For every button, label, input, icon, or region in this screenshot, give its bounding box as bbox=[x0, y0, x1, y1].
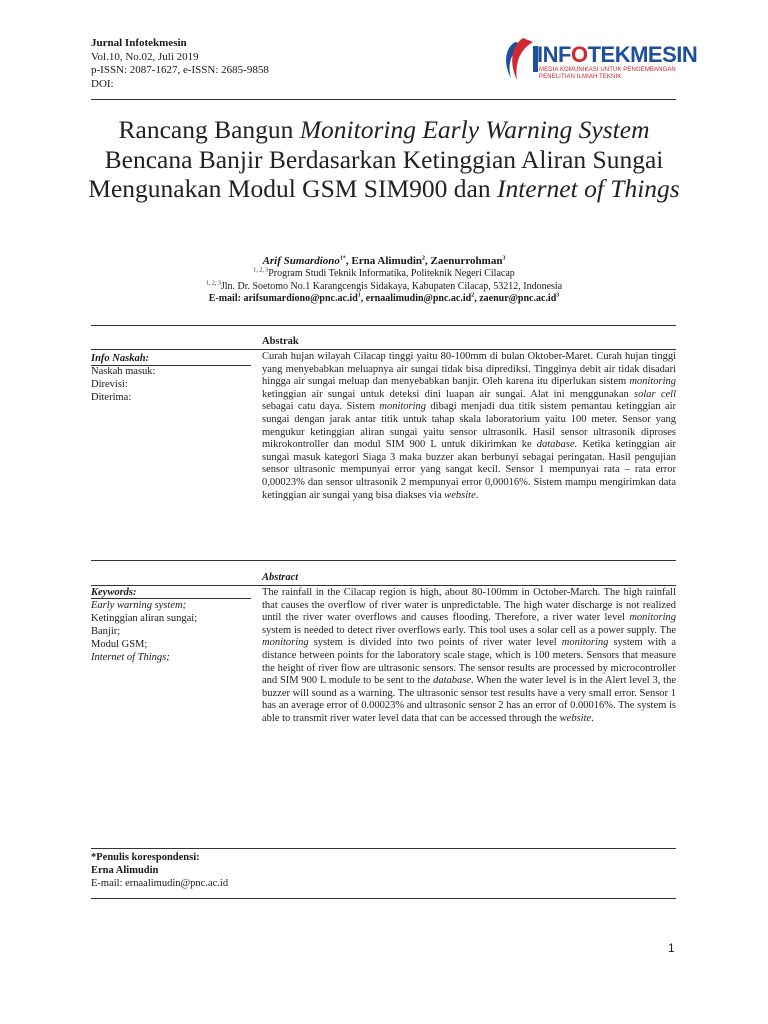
title-part-3: Bencana Banjir Berdasarkan Ketinggian Aliran Sungai Mengunakan Modul GSM SIM900 dan bbox=[88, 144, 664, 203]
affil-1: Program Studi Teknik Informatika, Politeknik Negeri Cilacap bbox=[268, 268, 515, 279]
info-diterima: Diterima: bbox=[91, 392, 132, 403]
keyword-4: Modul GSM; bbox=[91, 639, 148, 650]
email-3: zaenur@pnc.ac.id bbox=[479, 293, 557, 304]
author-3: Zaenurrohman bbox=[430, 255, 503, 267]
abstrak-t3: sebagai catu daya. Sistem bbox=[262, 401, 380, 413]
abstract-heading: Abstract bbox=[262, 572, 299, 583]
affil-2: Jln. Dr. Soetomo No.1 Karangcengis Sidakaya, Kabupaten Cilacap, 53212, Indonesia bbox=[220, 280, 563, 292]
info-head: Info Naskah: bbox=[91, 353, 150, 364]
keyword-5: Internet of Things; bbox=[91, 652, 170, 663]
logo-text-post: TEKMESIN bbox=[587, 42, 698, 67]
logo-text-pre: INF bbox=[537, 42, 571, 67]
email-label: E-mail: bbox=[208, 293, 244, 304]
email-3-sup: 3 bbox=[556, 292, 560, 299]
logo-text-o: O bbox=[570, 42, 588, 67]
paper-title bbox=[84, 115, 684, 204]
rule-abstrak-bottom bbox=[91, 560, 676, 561]
logo-tagline-2: PENELITIAN ILMIAH TEKNIK bbox=[539, 74, 622, 80]
abstract-i5: website bbox=[559, 712, 592, 724]
rule-corr-bottom bbox=[91, 898, 676, 899]
email-2-sup: 2 bbox=[471, 292, 475, 299]
rule-abstrak-top bbox=[91, 325, 676, 326]
abstract-i3: monitoring bbox=[561, 637, 609, 649]
rule-abstract-bottom bbox=[91, 848, 676, 849]
corr-head: *Penulis korespondensi: bbox=[91, 852, 200, 863]
affil-1-sup: 1, 2, 3 bbox=[253, 267, 269, 274]
corr-email: E-mail: ernaalimudin@pnc.ac.id bbox=[91, 878, 229, 889]
page-number: 1 bbox=[668, 941, 675, 955]
abstract-i4: database bbox=[433, 675, 472, 687]
abstrak-t4: dibagi menjadi dua titik sistem pemantau ketinggian air sungai dengan jarak antar titik untuk tahap skala laboratorium yaitu 100 meter. Sensor yang mengukur ketinggian aliran sungai yaitu sensor ultrasonik. Hasil sensor ultrasonik diproses mikrokontroller dan modul SIM 900 L untuk dikirimkan ke bbox=[262, 401, 676, 451]
abstrak-t6: . bbox=[475, 489, 479, 501]
abstract-t6: . bbox=[591, 712, 594, 724]
journal-volume: Vol.10, No.02, Juli 2019 bbox=[91, 50, 199, 63]
keyword-2: Ketinggian aliran sungai; bbox=[91, 613, 198, 624]
abstract-i1: monitoring bbox=[629, 612, 676, 624]
abstract-text bbox=[262, 587, 676, 726]
title-part-1: Rancang Bangun bbox=[118, 115, 300, 144]
keyword-1: Early warning system; bbox=[91, 600, 187, 611]
journal-doi: DOI: bbox=[91, 77, 114, 90]
email-1-sup: 1 bbox=[357, 292, 361, 299]
abstract-t1: The rainfall in the Cilacap region is high, about 80-100mm in October-March. The high rainfall that causes the overflow of river water is unpredictable. The high water discharge is not realized until the river water overflows and causes flooding. Therefore, a river water level bbox=[262, 587, 676, 624]
abstrak-t5: Ketika ketinggian air sungai masuk kategori Siaga 3 maka buzzer akan berbunyi sebagai peringatan. Hasil pengujian sensor ultrasonic mempunyai error yang sangat kecil. Sensor 1 mempunyai rata – rata error 0,00023% dan sensor ultrasonik 2 mempunyai error 0,00016%. Sistem mampu mengirimkan data ketinggian air sungai yang bisa diakses via bbox=[262, 439, 676, 501]
info-direvisi: Direvisi: bbox=[91, 379, 128, 390]
keywords-box bbox=[91, 586, 197, 664]
abstrak-t1: Curah hujan wilayah Cilacap tinggi yaitu 80-100mm di bulan Oktober-Maret. Curah hujan tinggi yang menyebabkan meluapnya air sungai tidak bisa diprediksi. Tingginya debit air tidak disadari hingga air sungai meluap dan menyebabkan banjir. Oleh karena itu diperlukan sistem bbox=[262, 351, 676, 388]
corresponding-author bbox=[91, 851, 228, 890]
author-1: Arif Sumardiono bbox=[262, 255, 340, 267]
header-rule bbox=[91, 99, 676, 100]
abstract-t3: system is divided into two points of river water level bbox=[308, 637, 562, 649]
abstrak-i5: website bbox=[444, 489, 476, 501]
abstrak-i3: monitoring bbox=[379, 401, 427, 413]
abstrak-text bbox=[262, 351, 676, 502]
abstrak-i4: database. bbox=[536, 439, 578, 451]
author-emails: E-mail: $arifsumardiono@pnc.ac.id^1$, $ernaalimudin@pnc.ac.id^2$, $zaenur@pnc.ac.id^3$ bbox=[208, 292, 560, 304]
email-1: arifsumardiono@pnc.ac.id bbox=[243, 293, 358, 304]
affil-2-sup: 1, 2, 3 bbox=[205, 280, 221, 287]
email-2: ernaalimudin@pnc.ac.id bbox=[365, 293, 472, 304]
abstract-t5: . When the water level is in the Alert level 3, the buzzer will sound as a warning. The ultrasonic sensor test results have a very small error. Sensor 1 has an average error of 0.00023% and ultrasonic sensor 2 has an error of 0.00016%. The system is able to transmit river water level data that can be accessed through the bbox=[262, 675, 676, 724]
journal-info bbox=[91, 37, 269, 91]
info-naskah bbox=[91, 352, 155, 404]
title-part-2: Monitoring Early Warning System bbox=[299, 115, 650, 144]
abstract-t2: system is needed to detect river overflows early. This tool uses a solar cell as a power supply. The bbox=[262, 624, 676, 636]
author-3-sup: 3 bbox=[502, 255, 506, 262]
abstrak-i2: solar cell bbox=[634, 388, 676, 400]
journal-logo bbox=[503, 34, 698, 94]
author-2-sup: 2 bbox=[422, 255, 426, 262]
logo-tagline-1: MEDIA KOMUNIKASI UNTUK PENGEMBANGAN bbox=[539, 67, 676, 73]
keyword-3: Banjir; bbox=[91, 626, 121, 637]
info-masuk: Naskah masuk: bbox=[91, 366, 156, 377]
abstrak-t2: ketinggian air sungai untuk deteksi dini luapan air sungai. Alat ini menggunakan bbox=[262, 388, 635, 400]
abstract-i2: monitoring bbox=[262, 637, 309, 649]
author-list: Arif Sumardiono$^{1*}$, Erna Alimudin$^2$, Zaenurrohman$^3$ bbox=[262, 255, 506, 267]
author-2: Erna Alimudin bbox=[351, 255, 423, 267]
corr-name: Erna Alimudin bbox=[91, 865, 159, 876]
rule-abstrak-head bbox=[91, 349, 676, 350]
abstrak-heading: Abstrak bbox=[262, 336, 299, 347]
journal-name: Jurnal Infotekmesin bbox=[91, 37, 187, 49]
logo-tagline bbox=[539, 67, 676, 81]
author-1-sup: 1* bbox=[339, 255, 346, 262]
journal-issn: p-ISSN: 2087-1627, e-ISSN: 2685-9858 bbox=[91, 64, 269, 76]
abstract-t4: system with a distance between points for the laboratory scale stage, which is 100 meters. Sensors that measure the height of river flow are ultrasonic sensors. The sensor results are processed by microcontroller and SIM 900 L module to be sent to the bbox=[262, 637, 676, 687]
abstrak-i1: monitoring bbox=[629, 376, 676, 388]
affiliations bbox=[84, 268, 684, 293]
title-part-4: Internet of Things bbox=[496, 174, 680, 203]
keywords-head: Keywords: bbox=[91, 587, 137, 598]
logo-wordmark bbox=[537, 42, 697, 68]
